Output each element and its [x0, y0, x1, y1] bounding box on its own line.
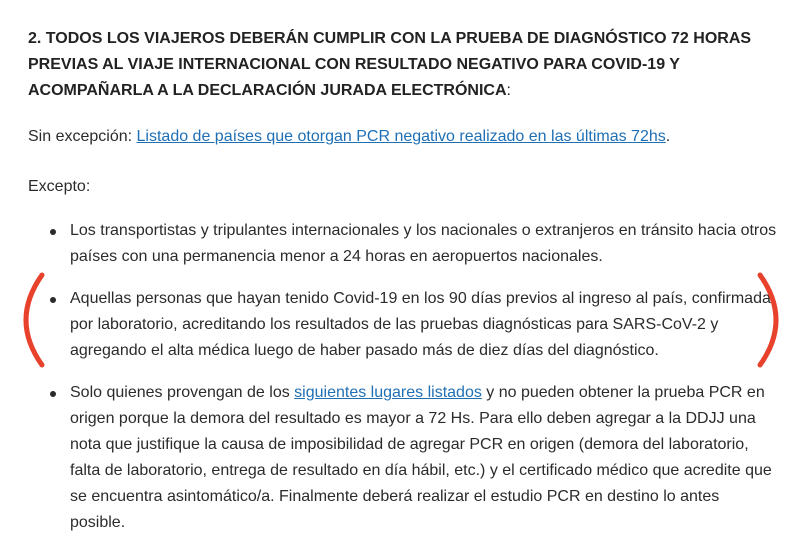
sin-excepcion-label: Sin excepción: — [28, 128, 137, 145]
list-item — [28, 286, 778, 364]
list-item — [28, 380, 778, 536]
list-item-prefix: Solo quienes provengan de los — [70, 384, 295, 401]
document-body — [28, 26, 778, 552]
list-item-text: Aquellas personas que hayan tenido Covid-19 en los 90 días previos al ingreso al país, confirmada por laboratorio, acreditando los resultados de las pruebas diagnósticas para SARS-CoV-2 y agregando el alta médica luego de haber pasado más de diez días del diagnóstico. — [70, 290, 771, 359]
countries-pcr-list-link[interactable]: Listado de países que otorgan PCR negativo realizado en las últimas 72hs — [136, 128, 666, 145]
heading-text: 2. TODOS LOS VIAJEROS DEBERÁN CUMPLIR CON LA PRUEBA DE DIAGNÓSTICO 72 HORAS PREVIAS AL VIAJE INTERNACIONAL CON RESULTADO NEGATIVO PARA COVID-19 Y ACOMPAÑARLA A LA DECLARACIÓN JURADA ELECTRÓNICA — [28, 30, 752, 99]
excepto-label: Excepto: — [28, 178, 91, 195]
section-heading — [28, 26, 778, 104]
bullet-icon — [50, 229, 56, 235]
exceptions-list — [28, 218, 778, 536]
listed-places-link[interactable]: siguientes lugares listados — [294, 384, 482, 401]
heading-suffix: : — [506, 82, 511, 99]
left-annotation-bracket-icon — [12, 270, 52, 370]
sin-excepcion-suffix: . — [665, 128, 671, 145]
sin-excepcion-paragraph — [28, 124, 778, 150]
list-item — [28, 218, 778, 270]
right-annotation-bracket-icon — [750, 270, 790, 370]
bullet-icon — [50, 391, 56, 397]
list-item-text: Los transportistas y tripulantes internacionales y los nacionales o extranjeros en tránsito hacia otros países con una permanencia menor a 24 horas en aeropuertos nacionales. — [70, 222, 777, 265]
list-item-suffix: y no pueden obtener la prueba PCR en origen porque la demora del resultado es mayor a 72 Hs. Para ello deben agregar a la DDJJ una nota que justifique la causa de imposibilidad de agregar PCR en origen (demora del laboratorio, falta de laboratorio, entrega de resultado en día hábil, etc.) y el certificado médico que acredite que se encuentra asintomático/a. Finalmente deberá realizar el estudio PCR en destino lo antes posible. — [70, 384, 772, 531]
